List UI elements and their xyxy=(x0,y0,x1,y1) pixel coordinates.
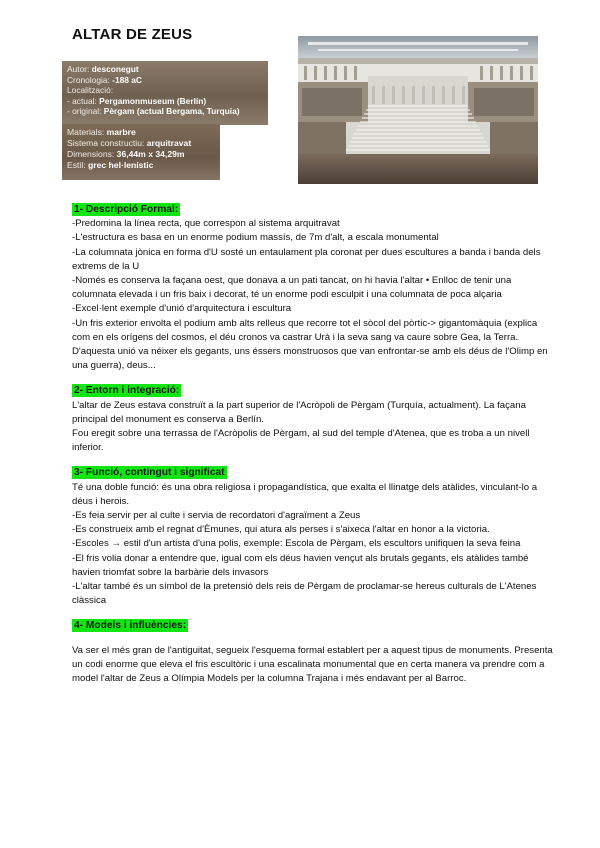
info-general-value: Pergamonmuseum (Berlín) xyxy=(99,95,207,106)
section-line: -Escoles → estil d'un artista d'una polis, exemple: Escola de Pèrgam, els escultors unifiquen la seva feina xyxy=(72,538,521,550)
section-line: -Només es conserva la façana oest, que donava a un pati tancat, on hi havia l'altar • Enlloc de tenir una columnata elevada i un fris baix i decorat, té un enorme podi esculpit i una columnata de poca alçaria xyxy=(72,275,512,301)
info-general-label: - actual: xyxy=(67,95,100,106)
section xyxy=(72,384,554,455)
section-line: -Excel·lent exemple d'unió d'arquitectura i escultura xyxy=(72,303,292,315)
info-technical-row xyxy=(67,138,215,149)
info-general-value: Pèrgam (actual Bergama, Turquia) xyxy=(103,106,240,117)
info-box-general xyxy=(62,61,268,125)
info-technical-value: arquitravat xyxy=(146,138,192,148)
info-technical-value: 36,44m x 34,29m xyxy=(116,149,185,159)
section-heading: 1- Descripció Formal: xyxy=(74,204,179,215)
info-general-label: Localització: xyxy=(67,85,114,96)
info-general-label: - original: xyxy=(67,106,104,117)
info-general-row xyxy=(67,75,263,86)
section-line: -L'estructura es basa en un enorme podium massís, de 7m d'alt, a escala monumental xyxy=(72,232,439,244)
info-technical-value: grec hel·lenístic xyxy=(88,160,154,170)
info-technical-row xyxy=(67,160,215,171)
section-heading: 2- Entorn i integració: xyxy=(74,385,180,397)
section-line: L'altar de Zeus estava construït a la part superior de l'Acròpoli de Pèrgam (Turquía, actualment). La façana principal del monument es conserva a Berlín. xyxy=(72,399,526,425)
section-line: -Un fris exterior envolta el podium amb alts relleus que recorre tot el sòcol del pòrtic-> gigantomàquia (explica com en els orígens del cosmos, el déu cronos va castrar Urà i la seva sang va caure sobre Gea, la Terra. D'aquesta unió va néixer els gegants, uns éssers monstruosos que van enfrontar-se amb els déus de l'Olimp en una guerra), deus... xyxy=(72,317,548,372)
section-heading: 4- Models i influències: xyxy=(74,620,187,632)
info-general-row xyxy=(67,106,263,117)
section-line: Fou eregit sobre una terrassa de l'Acròpolis de Pèrgam, al sud del temple d'Atenea, que es troba a un nivell inferior. xyxy=(72,428,530,454)
info-technical-label: Materials: xyxy=(67,127,107,137)
info-box-technical xyxy=(62,124,220,180)
info-general-value: desconegut xyxy=(91,64,139,74)
info-technical-row xyxy=(67,149,215,160)
info-general-label: Cronologia: xyxy=(67,74,113,85)
section-line: -Es construeix amb el regnat d'Èmunes, qui atura als perses i s'aixeca l'altar en honor a la victoria. xyxy=(72,524,490,536)
section xyxy=(72,466,554,608)
info-general-label: Autor: xyxy=(67,64,92,74)
section xyxy=(72,203,554,373)
section-heading: 3- Funció, contingut i significat xyxy=(74,467,225,479)
info-technical-label: Sistema constructiu: xyxy=(67,138,147,148)
section-line xyxy=(72,634,554,644)
info-general-row xyxy=(67,96,263,107)
section-line: -L'altar també és un símbol de la pretensió dels reis de Pèrgam de proclamar-se hereus culturals de L'Atenes clàssica xyxy=(72,581,537,607)
info-technical-value: marbre xyxy=(106,127,136,137)
section-line: -Predomina la línea recta, que correspon al sistema arquitravat xyxy=(72,218,340,230)
section xyxy=(72,619,554,686)
section-line: Té una doble funció: és una obra religiosa i propagandística, que exalta el llinatge dels atàlides, vinculant-lo a déus i herois. xyxy=(72,481,538,507)
info-general-row xyxy=(67,85,263,96)
info-general-row xyxy=(67,64,263,75)
section-line: -La columnata jònica en forma d'U sosté un entaulament pla coronat per dues escultures a banda i banda dels extrems de la U xyxy=(72,246,541,272)
info-technical-label: Dimensions: xyxy=(67,149,117,159)
section-line: Va ser el més gran de l'antiguitat, segueix l'esquema formal establert per a aquest tipus de monuments. Presenta un codi enorme que eleva el fris escultòric i una escalinata monumental que en certa manera va prendre com a model l'altar de Zeus a Olímpia Models per la columna Trajana i més endavant per al Barroc. xyxy=(72,644,553,685)
info-general-value: -188 aC xyxy=(112,74,142,85)
document-body xyxy=(72,203,554,686)
info-technical-row xyxy=(67,127,215,138)
section-line: -Es feia servir per al culte i servia de recordatori d'agraïment a Zeus xyxy=(72,510,361,522)
info-technical-label: Estil: xyxy=(67,160,89,170)
section-line: -El fris volia donar a entendre que, igual com els déus havien vençut als brutals gegants, els atàlides també havien triomfat sobre la barbàrie dels invasors xyxy=(72,552,529,578)
pergamon-altar-photo xyxy=(298,36,538,184)
page-title: ALTAR DE ZEUS xyxy=(72,26,193,43)
